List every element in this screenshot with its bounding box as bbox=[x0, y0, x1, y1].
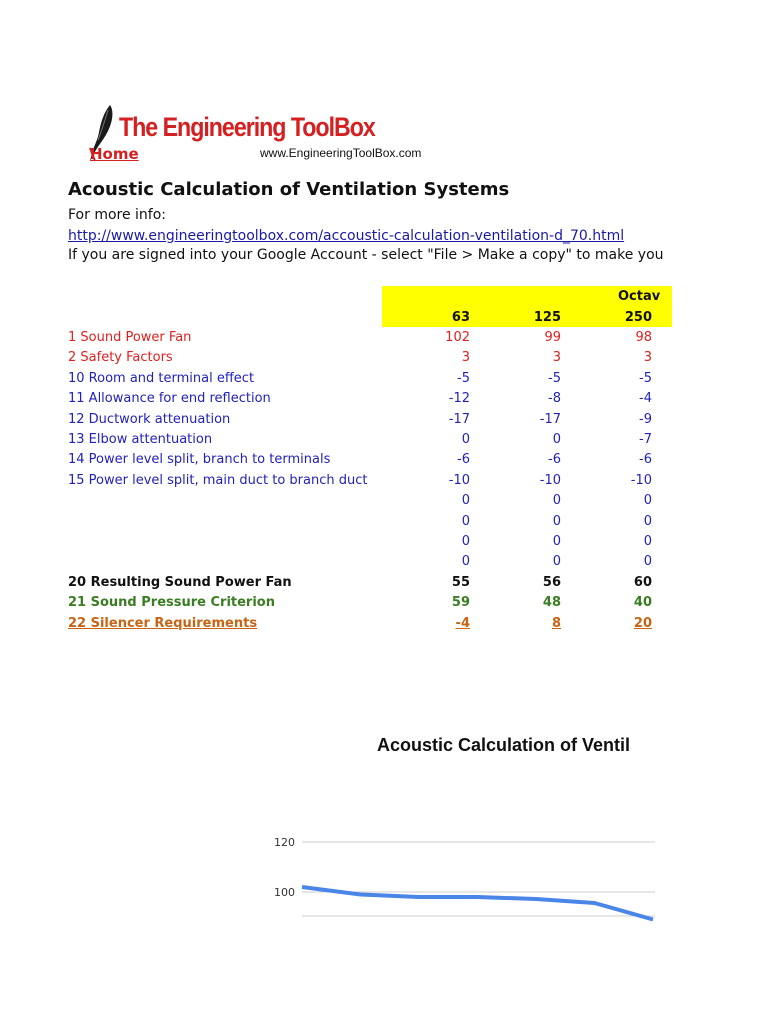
row-label: 1 Sound Power Fan bbox=[68, 330, 192, 345]
table-cell[interactable]: -6 bbox=[639, 452, 652, 467]
row-label[interactable]: 22 Silencer Requirements bbox=[68, 616, 258, 631]
table-cell[interactable]: -5 bbox=[548, 371, 561, 386]
table-cell[interactable]: 0 bbox=[461, 534, 470, 549]
page-title: Acoustic Calculation of Ventilation Systems bbox=[68, 179, 510, 200]
table-cell[interactable]: 56 bbox=[542, 575, 561, 590]
table-cell[interactable]: 0 bbox=[643, 493, 652, 508]
table-cell[interactable]: -8 bbox=[548, 391, 561, 406]
engineering-toolbox-logo[interactable] bbox=[88, 104, 448, 166]
table-cell[interactable]: 0 bbox=[643, 534, 652, 549]
logo-title: The Engineering ToolBox bbox=[119, 112, 375, 142]
column-header-250: 250 bbox=[624, 310, 652, 325]
table-cell[interactable]: 0 bbox=[461, 554, 470, 569]
table-cell[interactable]: 60 bbox=[633, 575, 652, 590]
table-cell[interactable]: -6 bbox=[548, 452, 561, 467]
table-cell[interactable]: 0 bbox=[461, 432, 470, 447]
row-label: 11 Allowance for end reflection bbox=[68, 391, 271, 406]
chart-title: Acoustic Calculation of Ventil bbox=[377, 735, 631, 755]
sound-power-chart bbox=[260, 820, 655, 1024]
table-cell[interactable]: 3 bbox=[643, 350, 652, 365]
table-cell[interactable]: -10 bbox=[448, 473, 470, 488]
table-cell[interactable]: 48 bbox=[542, 595, 561, 610]
table-cell[interactable]: 0 bbox=[643, 554, 652, 569]
table-cell[interactable]: 0 bbox=[552, 493, 561, 508]
table-cell[interactable]: -10 bbox=[539, 473, 561, 488]
table-cell[interactable]: -6 bbox=[457, 452, 470, 467]
row-label: 15 Power level split, main duct to branch duct bbox=[68, 473, 368, 488]
table-cell[interactable]: 8 bbox=[551, 616, 561, 631]
row-label: 21 Sound Pressure Criterion bbox=[68, 595, 275, 610]
table-cell[interactable]: 0 bbox=[552, 534, 561, 549]
row-label: 13 Elbow attentuation bbox=[68, 432, 213, 447]
table-cell[interactable]: 0 bbox=[552, 514, 561, 529]
table-cell[interactable]: 3 bbox=[552, 350, 561, 365]
table-cell[interactable]: -4 bbox=[639, 391, 652, 406]
table-cell[interactable]: 0 bbox=[552, 554, 561, 569]
column-header-125: 125 bbox=[533, 310, 561, 325]
row-label: 14 Power level split, branch to terminals bbox=[68, 452, 331, 467]
table-cell[interactable]: 55 bbox=[451, 575, 470, 590]
logo-url: www.EngineeringToolBox.com bbox=[260, 146, 422, 160]
y-tick-label: 100 bbox=[274, 886, 295, 899]
table-cell[interactable]: 98 bbox=[635, 330, 652, 345]
row-label: 20 Resulting Sound Power Fan bbox=[68, 575, 292, 590]
table-cell[interactable]: -4 bbox=[455, 616, 470, 631]
table-cell[interactable]: 0 bbox=[461, 514, 470, 529]
y-tick-label: 120 bbox=[274, 836, 295, 849]
row-label: 2 Safety Factors bbox=[68, 350, 173, 365]
table-cell[interactable]: -17 bbox=[448, 412, 470, 427]
row-label: 10 Room and terminal effect bbox=[68, 371, 255, 386]
table-cell[interactable]: 0 bbox=[461, 493, 470, 508]
row-label: 12 Ductwork attenuation bbox=[68, 412, 231, 427]
table-cell[interactable]: -5 bbox=[457, 371, 470, 386]
table-cell[interactable]: -5 bbox=[639, 371, 652, 386]
table-cell[interactable]: 0 bbox=[552, 432, 561, 447]
table-cell[interactable]: 102 bbox=[445, 330, 470, 345]
octave-group-header: Octav bbox=[618, 289, 661, 304]
table-cell[interactable]: 99 bbox=[544, 330, 561, 345]
table-cell[interactable]: -17 bbox=[539, 412, 561, 427]
copy-instructions: If you are signed into your Google Account - select "File > Make a copy" to make you bbox=[68, 247, 664, 263]
info-label: For more info: bbox=[68, 207, 167, 223]
table-cell[interactable]: 3 bbox=[461, 350, 470, 365]
table-cell[interactable]: -7 bbox=[639, 432, 652, 447]
table-cell[interactable]: -9 bbox=[639, 412, 652, 427]
column-header-63: 63 bbox=[451, 310, 470, 325]
table-cell[interactable]: 40 bbox=[633, 595, 652, 610]
table-cell[interactable]: 20 bbox=[633, 616, 652, 631]
table-cell[interactable]: -10 bbox=[630, 473, 652, 488]
table-cell[interactable]: 59 bbox=[451, 595, 470, 610]
home-link[interactable]: Home bbox=[90, 145, 139, 163]
info-link[interactable]: http://www.engineeringtoolbox.com/accoustic-calculation-ventilation-d_70.html bbox=[68, 228, 625, 244]
table-cell[interactable]: -12 bbox=[448, 391, 470, 406]
table-cell[interactable]: 0 bbox=[643, 514, 652, 529]
